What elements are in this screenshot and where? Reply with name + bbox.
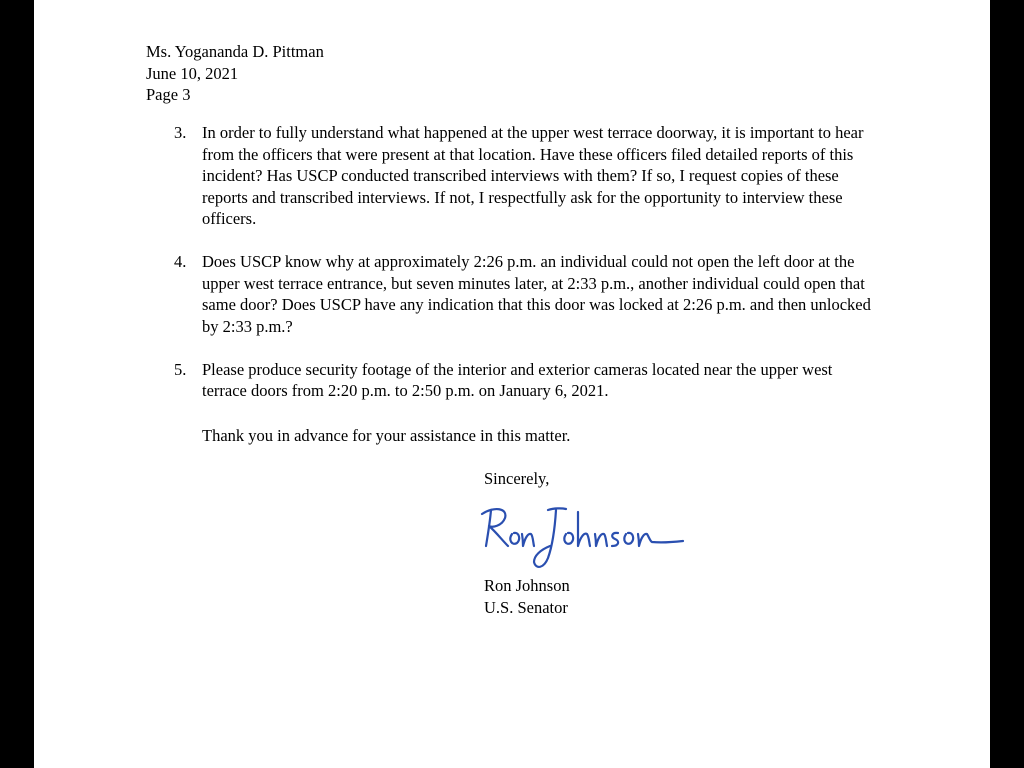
page-number: Page 3 xyxy=(146,85,191,104)
recipient-name: Ms. Yogananda D. Pittman xyxy=(146,42,324,61)
signer-title: U.S. Senator xyxy=(484,597,568,617)
list-number: 4. xyxy=(174,252,187,271)
list-item-3 xyxy=(174,122,874,230)
handwritten-signature xyxy=(478,500,688,575)
list-item-text: Please produce security footage of the interior and exterior cameras located near the upper west terrace doors from 2:20 p.m. to 2:50 p.m. on January 6, 2021. xyxy=(202,359,833,400)
list-item-4 xyxy=(174,251,874,337)
list-item-text: Does USCP know why at approximately 2:26 p.m. an individual could not open the left door at the upper west terrace entrance, but seven minutes later, at 2:33 p.m., another individual could open that same door? Does USCP have any indication that this door was locked at 2:26 p.m. and then unlocked by 2:33 p.m.? xyxy=(202,252,871,336)
list-number: 5. xyxy=(174,359,187,379)
signer-block xyxy=(484,575,570,618)
letter-header xyxy=(146,41,324,106)
list-item-5 xyxy=(174,359,874,402)
list-item-text: In order to fully understand what happened at the upper west terrace doorway, it is important to hear from the officers that were present at that location. Have these officers filed detailed reports of this incident? Has USCP conducted transcribed interviews with them? If so, I request copies of these reports and transcribed interviews. If not, I respectfully ask for the opportunity to interview these officers. xyxy=(202,123,864,228)
thank-you-line: Thank you in advance for your assistance in this matter. xyxy=(202,426,571,445)
question-list xyxy=(174,122,874,423)
closing-salutation: Sincerely, xyxy=(484,469,550,488)
list-number: 3. xyxy=(174,123,187,142)
signer-name: Ron Johnson xyxy=(484,576,570,595)
letter-page xyxy=(34,0,990,768)
letter-date: June 10, 2021 xyxy=(146,63,239,83)
